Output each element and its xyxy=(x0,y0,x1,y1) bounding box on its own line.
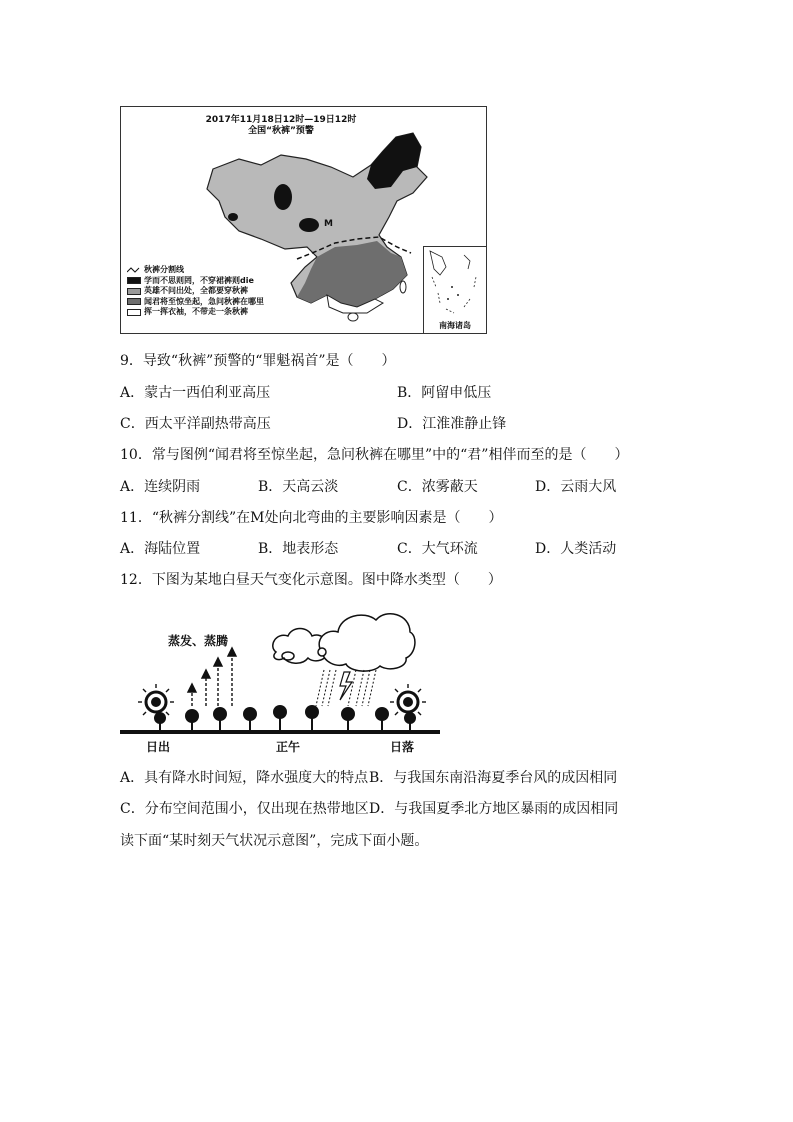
reading-instruction: 读下面“某时刻天气状况示意图”，完成下面小题。 xyxy=(120,833,429,849)
map-title-line1: 2017年11月18日12时—19日12时 xyxy=(205,115,357,125)
legend-label: 挥一挥衣袖，不带走一条秋裤 xyxy=(144,307,248,316)
legend-label: 秋裤分割线 xyxy=(144,265,184,274)
q9-option-c: C．西太平洋副热带高压 xyxy=(120,416,271,432)
question-10-stem: 10．常与图例“闻君将至惊坐起，急问秋裤在哪里”中的“君”相伴而至的是（ ） xyxy=(120,447,629,463)
question-9-stem: 9．导致“秋裤”预警的“罪魁祸首”是（ ） xyxy=(120,353,396,369)
sunset-label: 日落 xyxy=(390,740,415,754)
q12-option-d: D．与我国夏季北方地区暴雨的成因相同 xyxy=(369,801,619,817)
legend-label: 闻君将至惊坐起，急问秋裤在哪里 xyxy=(144,296,264,306)
q12-option-b: B．与我国东南沿海夏季台风的成因相同 xyxy=(369,770,618,786)
china-map-figure xyxy=(120,106,487,334)
q9-option-a: A．蒙古一西伯利亚高压 xyxy=(120,385,271,401)
inset-label: 南海诸岛 xyxy=(439,321,471,330)
q10-option-a: A．连续阴雨 xyxy=(120,479,201,495)
weather-diagram xyxy=(118,606,443,756)
sunrise-label: 日出 xyxy=(146,740,171,754)
weather-diagram-art xyxy=(118,606,443,756)
q9-option-d: D．江淮准静止锋 xyxy=(397,416,507,432)
legend-label: 学而不思则罔，不穿裙裤则die xyxy=(144,275,254,285)
dashed-line-swatch xyxy=(127,266,141,274)
q10-option-c: C．浓雾蔽天 xyxy=(397,479,478,495)
tree-icon xyxy=(154,705,416,732)
legend-swatch xyxy=(127,288,141,295)
legend-row xyxy=(127,307,264,318)
lightning-icon xyxy=(340,672,352,700)
south-china-sea-inset xyxy=(423,246,486,333)
legend-label: 英雄不问出处，全都要穿秋裤 xyxy=(144,286,248,295)
q9-option-b: B．阿留申低压 xyxy=(397,385,492,401)
map-title-line2: 全国“秋裤”预警 xyxy=(248,126,314,136)
noon-label: 正午 xyxy=(276,740,301,754)
map-legend xyxy=(127,265,264,318)
legend-row xyxy=(127,276,264,287)
arrow-up-icon xyxy=(188,648,236,706)
q10-option-b: B．天高云淡 xyxy=(258,479,339,495)
legend-row xyxy=(127,265,264,276)
q11-option-c: C．大气环流 xyxy=(397,541,478,557)
q11-option-a: A．海陆位置 xyxy=(120,541,201,557)
legend-row xyxy=(127,286,264,297)
q11-option-b: B．地表形态 xyxy=(258,541,339,557)
map-m-label: M xyxy=(324,219,333,229)
q12-option-a: A．具有降水时间短，降水强度大的特点 xyxy=(120,770,369,786)
q12-option-c: C．分布空间范围小，仅出现在热带地区 xyxy=(120,801,369,817)
evaporation-label: 蒸发、蒸腾 xyxy=(168,634,229,648)
legend-row xyxy=(127,297,264,308)
q10-option-d: D．云雨大风 xyxy=(535,479,617,495)
cloud-icon xyxy=(319,614,415,671)
question-12-stem: 12．下图为某地白昼天气变化示意图。图中降水类型（ ） xyxy=(120,572,502,588)
legend-swatch xyxy=(127,298,141,305)
question-11-stem: 11．“秋裤分割线”在M处向北弯曲的主要影响因素是（ ） xyxy=(120,510,503,526)
q11-option-d: D．人类活动 xyxy=(535,541,617,557)
legend-swatch xyxy=(127,277,141,284)
legend-swatch xyxy=(127,309,141,316)
